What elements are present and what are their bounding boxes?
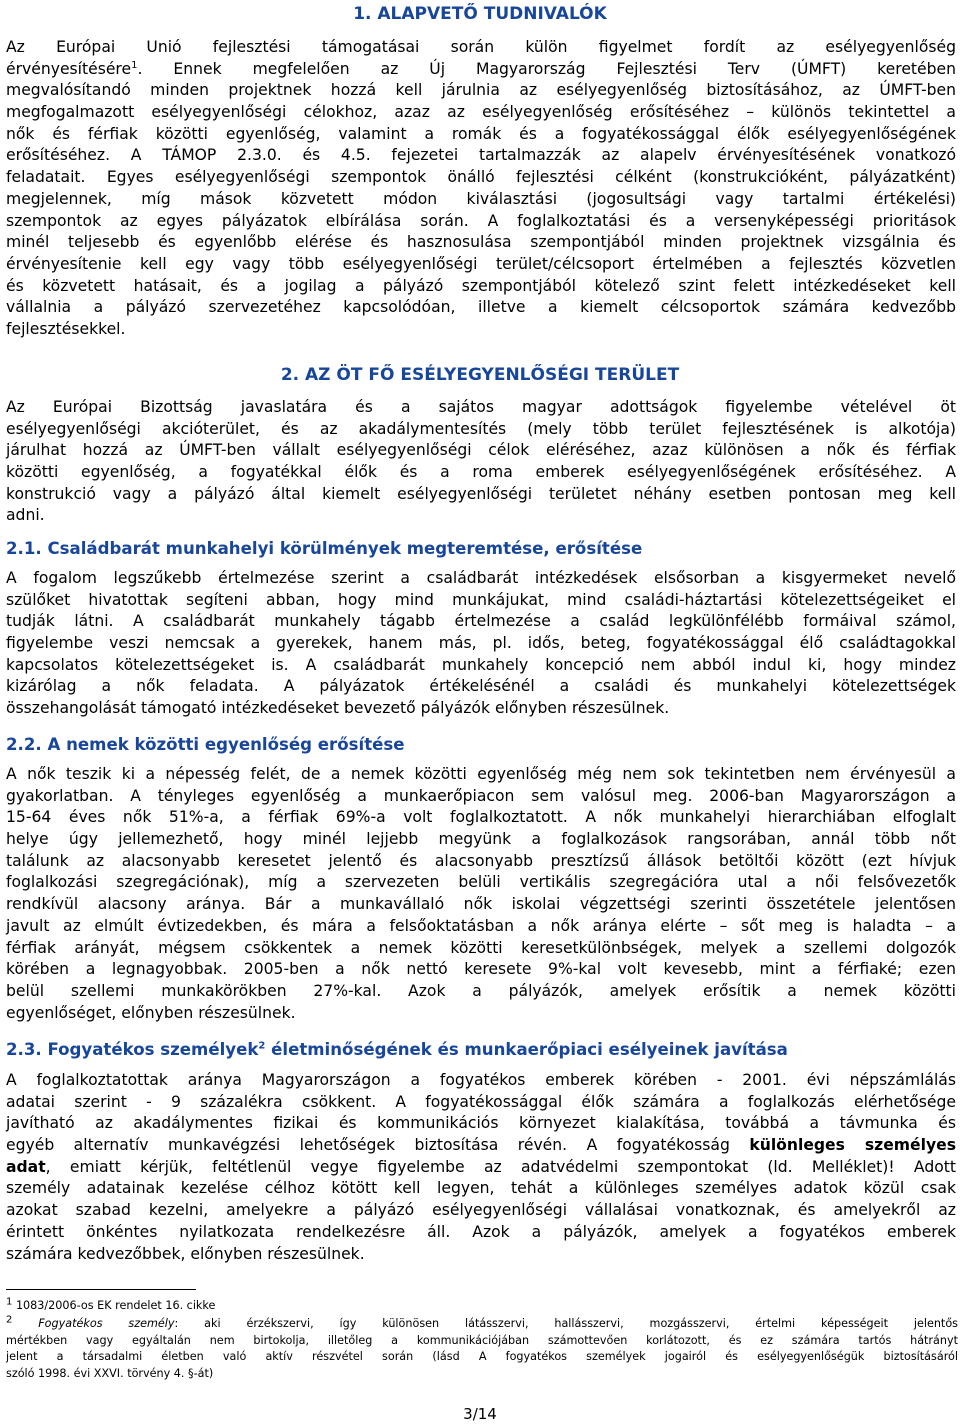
text-line: vállalnia a pályázó szervezetéhez kapcsolódóan, illetve a kiemelt célcsoportok számára kedvezőbb — [6, 298, 956, 317]
text-line — [6, 1135, 956, 1157]
footnote-line: mértékben vagy egyáltalán nem birtokolja, illetőleg a kommunikációjában számottevően korlátozott, és ez számára tartós hátrányt — [6, 1333, 958, 1347]
text-fragment: , emiatt kérjük, feltétlenül vegye figyelembe az adatvédelmi szempontokat (ld. Melléklet)! Adott — [45, 1157, 956, 1176]
bold-phrase: különleges személyes — [749, 1136, 956, 1155]
section23-heading — [6, 1040, 788, 1059]
text-line: A foglalkoztatottak aránya Magyarországon a fogyatékos emberek körében - 2001. évi népszámlálás — [6, 1071, 956, 1089]
text-line: minél teljesebb és egyenlőbb elérése és hasznosulása szempontjából minden projektnek vizsgálnia és — [6, 233, 956, 252]
text-line: foglalkozási szegregációnak), míg a szervezeten belüli vertikális szegregációra utal a női felsővezetők — [6, 873, 956, 892]
text-line: számára kedvezőbbek, előnyben részesülnek. — [6, 1244, 365, 1263]
text-line: személy adatainak kezelése célhoz kötött kell legyen, tehát a különleges személyes adatok közül csak — [6, 1179, 956, 1198]
text-line: helye úgy jellemezhető, hogy minél lejjebb megyünk a foglalkozások rangsorában, annál több nőt — [6, 830, 956, 849]
text-line: kizárólag a nők feladata. A pályázatok értékelésénél a családi és munkahelyi kötelezettségek — [6, 677, 956, 696]
text-line: találunk az alacsonyabb keresetet jelentő és alacsonyabb presztízsű állások betöltői között (ezt hívjuk — [6, 851, 956, 870]
footnote-term: Fogyatékos személy — [38, 1317, 175, 1330]
text-line: tudják látni. A családbarát munkahely tágabb értelmezése a család legkülönfélébb formáival számol, — [6, 612, 956, 631]
section23-heading-text-rest: életminőségének és munkaerőpiaci esélyeinek javítása — [265, 1040, 788, 1059]
section2-heading: 2. AZ ÖT FŐ ESÉLYEGYENLŐSÉGI TERÜLET — [280, 365, 680, 385]
text-line: erősítéséhez. A TÁMOP 2.3.0. és 4.5. fejezetei tartalmazzák az alapelv érvényesítésének vonatkozó — [6, 146, 956, 165]
text-line: gyakorlatban. A tényleges egyenlőség a munkaerőpiacon sem valósul meg. 2006-ban Magyarországon a — [6, 786, 956, 805]
text-line: és közvetett hatásait, és a jogilag a pályázó szempontjából kötelező szint felett intézkedéseket kell — [6, 276, 956, 295]
section22-heading: 2.2. A nemek közötti egyenlőség erősítése — [6, 735, 405, 754]
text-line: rendkívül alacsony aránya. Bár a munkavállaló nők iskolai végzettségi szerinti összetétele jelentősen — [6, 895, 956, 914]
text-line: fejlesztésekkel. — [6, 319, 126, 338]
section1-heading: 1. ALAPVETŐ TUDNIVALÓK — [353, 4, 607, 24]
text-line: összehangolását támogató intézkedéseket bevezető pályázók előnyben részesülnek. — [6, 699, 670, 718]
text-line: érvényesítésére$^1$. Ennek megfelelően az Új Magyarország Fejlesztési Terv (ÚMFT) keretében — [6, 59, 956, 78]
footnote-line — [6, 1316, 958, 1333]
text-line: közötti egyenlőség, a fogyatékkal élők és a roma emberek esélyegyenlőségének erősítéséhez. A — [6, 463, 956, 482]
text-fragment: egyéb alternatív munkavégzési lehetőségek biztosítása révén. A fogyatékosság — [6, 1136, 730, 1155]
footnote-ref-2: 2 — [258, 1040, 266, 1052]
section1-body — [6, 37, 956, 341]
text-line: A nők teszik ki a népesség felét, de a nemek közötti egyenlőség még nem sok tekintetben nem érvényesül a — [6, 765, 956, 783]
text-line: adni. — [6, 506, 45, 525]
footnote-text: 1083/2006-os EK rendelet 16. cikke — [15, 1299, 216, 1312]
text-line: Az Európai Bizottság javaslatára és a sajátos magyar adottságok figyelembe vételével öt — [6, 398, 956, 416]
text-line: megjelennek, míg mások közvetett módon kiválasztási (jogosultsági vagy tartalmi értékelési) — [6, 189, 956, 208]
footnote-line — [6, 1298, 958, 1315]
text-line — [6, 1157, 956, 1179]
footnote-2 — [6, 1316, 958, 1382]
section23-body — [6, 1070, 956, 1265]
text-line: érvényesítenie kell egy vagy több esélyegyenlőségi terület/célcsoport értelmében a fejlesztés közvetlen — [6, 254, 956, 273]
text-line: nők és férfiak közötti egyenlőség, valamint a romák és a fogyatékossággal élők esélyegyenlőségének — [6, 124, 956, 143]
text-line: kapcsolatos kötelezettségeket is. A családbarát munkahely koncepció nem abból indul ki, hogy mindez — [6, 655, 956, 674]
text-line: megfogalmazott esélyegyenlőségi célokhoz, azaz az esélyegyenlőség erősítéséhez – különös tekintettel a — [6, 103, 956, 122]
text-line: A fogalom legszűkebb értelmezése szerint a családbarát intézkedések elsősorban a kisgyermeket nevelő — [6, 569, 956, 587]
text-line: adatai szerint - 9 százalékra csökkent. A fogyatékossággal élők számára a foglalkozás elérhetősége — [6, 1092, 956, 1111]
footnote-1 — [6, 1298, 958, 1315]
text-line: megvalósítandó minden projektnek hozzá kell járulnia az esélyegyenlőség biztosításához, az ÚMFT-ben — [6, 81, 956, 100]
text-line: egyenlőséget, előnyben részesülnek. — [6, 1003, 296, 1022]
section21-heading: 2.1. Családbarát munkahelyi körülmények megteremtése, erősítése — [6, 539, 643, 558]
text-line: figyelembe veszi nemcsak a gyerekek, hanem más, pl. idős, beteg, fogyatékossággal élő családtagokkal — [6, 634, 956, 653]
bold-word: adat — [6, 1157, 46, 1176]
text-line: férfiak arányát, mégsem csökkentek a nemek közötti keresetkülönbségek, melyek a szellemi dolgozók — [6, 938, 956, 957]
footnote-number: 2 — [6, 1314, 13, 1326]
section22-body — [6, 764, 956, 1024]
text-line: körében a legnagyobbak. 2005-ben a nők nettó keresete 9%-kal volt kevesebb, mint a férfiaké; ezen — [6, 960, 956, 979]
text-line: szülőket hivatottak segíteni abban, hogy mind munkájukat, mind családi-háztartási kötelezettségeiket el — [6, 590, 956, 609]
text-line: Az Európai Unió fejlesztési támogatásai során külön figyelmet fordít az esélyegyenlőség — [6, 38, 956, 56]
footnote-divider — [6, 1289, 196, 1290]
text-line: azokat szabad kezelni, amelyekre a pályázó esélyegyenlőségi vállalásai vonatkoznak, és amelyekről az — [6, 1201, 956, 1220]
footnote-line: jelent a társadalmi életben való aktív részvétel során (lásd A fogyatékos személyek jogairól és esélyegyenlőségük biztosításáról — [6, 1350, 958, 1363]
footnote-number: 1 — [6, 1296, 13, 1308]
text-line: belül szellemi munkakörökben 27%-kal. Azok a pályázók, amelyek erősítik a nemek közötti — [6, 981, 956, 1000]
footnote-text: : aki érzékszervi, így különösen látásszervi, hallásszervi, mozgásszervi, értelmi képességeit jelentős — [174, 1317, 958, 1330]
section2-body — [6, 397, 956, 527]
section23-heading-text: 2.3. Fogyatékos személyek — [6, 1040, 259, 1059]
text-line: konstrukció vagy a pályázó által kiemelt esélyegyenlőségi területet néhány esetben pontosan meg kell — [6, 484, 956, 503]
text-line: feladatait. Egyes esélyegyenlőségi szempontok önálló fejlesztési célként (konstrukcióként, pályázatként) — [6, 168, 956, 187]
text-line: javult az elmúlt évtizedekben, és mára a felsőoktatásban a nők aránya elérte – sőt meg is haladta – a — [6, 916, 956, 935]
section21-body — [6, 568, 956, 720]
text-line: 15-64 éves nők 51%-a, a férfiak 69%-a volt foglalkoztatott. A nők munkahelyi hierarchiában elfoglalt — [6, 808, 956, 827]
text-line: járulhat hozzá az ÚMFT-ben vállalt esélyegyenlőségi célok eléréséhez, azaz különösen a nők és férfiak — [6, 441, 956, 460]
text-line: érintett önkéntes nyilatkozata rendelkezésre áll. Azok a pályázók, amelyek a fogyatékos emberek — [6, 1222, 956, 1241]
text-line: javítható az akadálymentes fizikai és kommunikációs környezet kialakítása, továbbá a távmunka és — [6, 1114, 956, 1133]
page-number: 3/14 — [463, 1405, 497, 1423]
text-line: szempontok az egyes pályázatok elbírálása során. A foglalkoztatási és a versenyképességi prioritások — [6, 211, 956, 230]
text-line: esélyegyenlőségi akcióterület, és az akadálymentesítés (mely több terület fejlesztésének is alkotója) — [6, 419, 956, 438]
footnote-ref-1: 1 — [131, 59, 138, 71]
footnote-line: szóló 1998. évi XXVI. törvény 4. §-át) — [6, 1366, 214, 1380]
